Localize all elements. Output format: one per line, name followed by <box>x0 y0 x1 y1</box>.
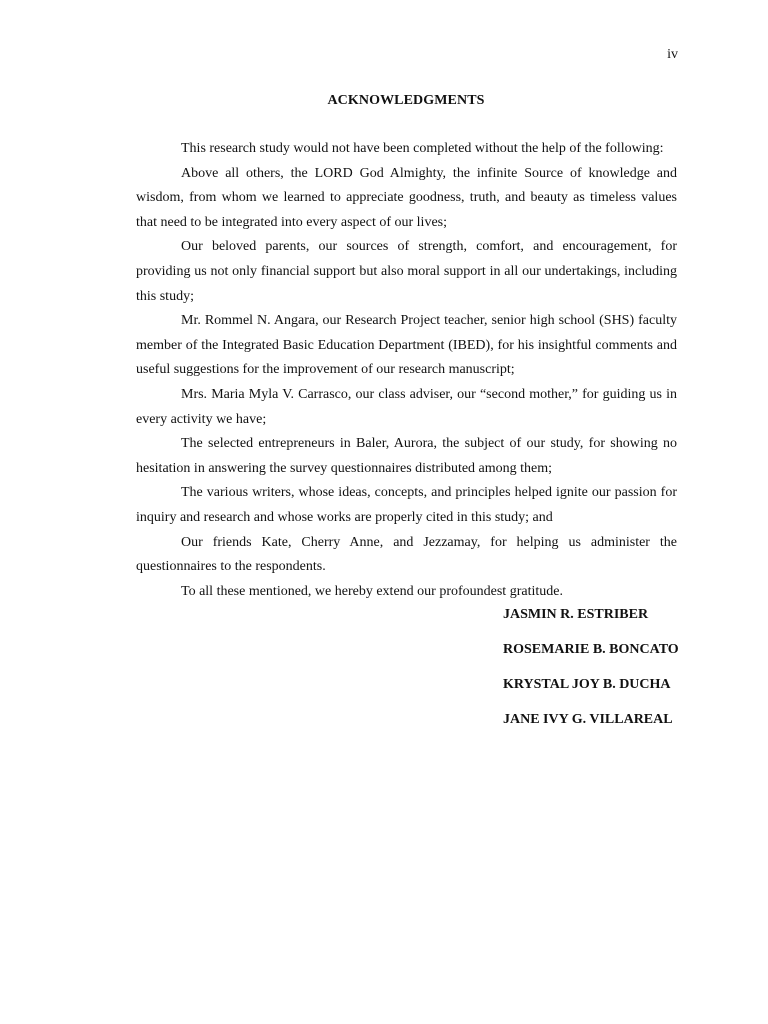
acknowledgment-paragraph-friends: Our friends Kate, Cherry Anne, and Jezzamay, for helping us administer the questionnaires to the respondents. <box>136 534 677 575</box>
signatory-list <box>503 603 679 743</box>
page-number: iv <box>667 47 678 62</box>
signatory-name: KRYSTAL JOY B. DUCHA <box>503 677 671 692</box>
signatory-name: JASMIN R. ESTRIBER <box>503 607 649 622</box>
acknowledgment-paragraph-adviser: Mrs. Maria Myla V. Carrasco, our class adviser, our “second mother,” for guiding us in every activity we have; <box>136 386 677 427</box>
signatory-name: JANE IVY G. VILLAREAL <box>503 712 673 727</box>
signatory-name: ROSEMARIE B. BONCATO <box>503 642 679 657</box>
intro-paragraph: This research study would not have been completed without the help of the following: <box>181 141 664 156</box>
acknowledgment-paragraph-entrepreneurs: The selected entrepreneurs in Baler, Aurora, the subject of our study, for showing no hesitation in answering the survey questionnaires distributed among them; <box>136 436 677 476</box>
page-title: ACKNOWLEDGMENTS <box>327 93 485 108</box>
closing-paragraph: To all these mentioned, we hereby extend our profoundest gratitude. <box>181 583 563 599</box>
acknowledgment-paragraph-god: Above all others, the LORD God Almighty, the infinite Source of knowledge and wisdom, from whom we learned to appreciate goodness, truth, and beauty as timeless values that need to be integrated into every aspect of our lives; <box>136 165 677 230</box>
acknowledgment-paragraph-writers: The various writers, whose ideas, concepts, and principles helped ignite our passion for inquiry and research and whose works are properly cited in this study; and <box>136 485 677 525</box>
acknowledgment-paragraph-teacher: Mr. Rommel N. Angara, our Research Project teacher, senior high school (SHS) faculty member of the Integrated Basic Education Department (IBED), for his insightful comments and useful suggestions for the improvement of our research manuscript; <box>136 313 677 378</box>
acknowledgment-body <box>136 137 677 604</box>
acknowledgment-paragraph-parents: Our beloved parents, our sources of strength, comfort, and encouragement, for providing us not only financial support but also moral support in all our undertakings, including this study; <box>136 239 677 304</box>
